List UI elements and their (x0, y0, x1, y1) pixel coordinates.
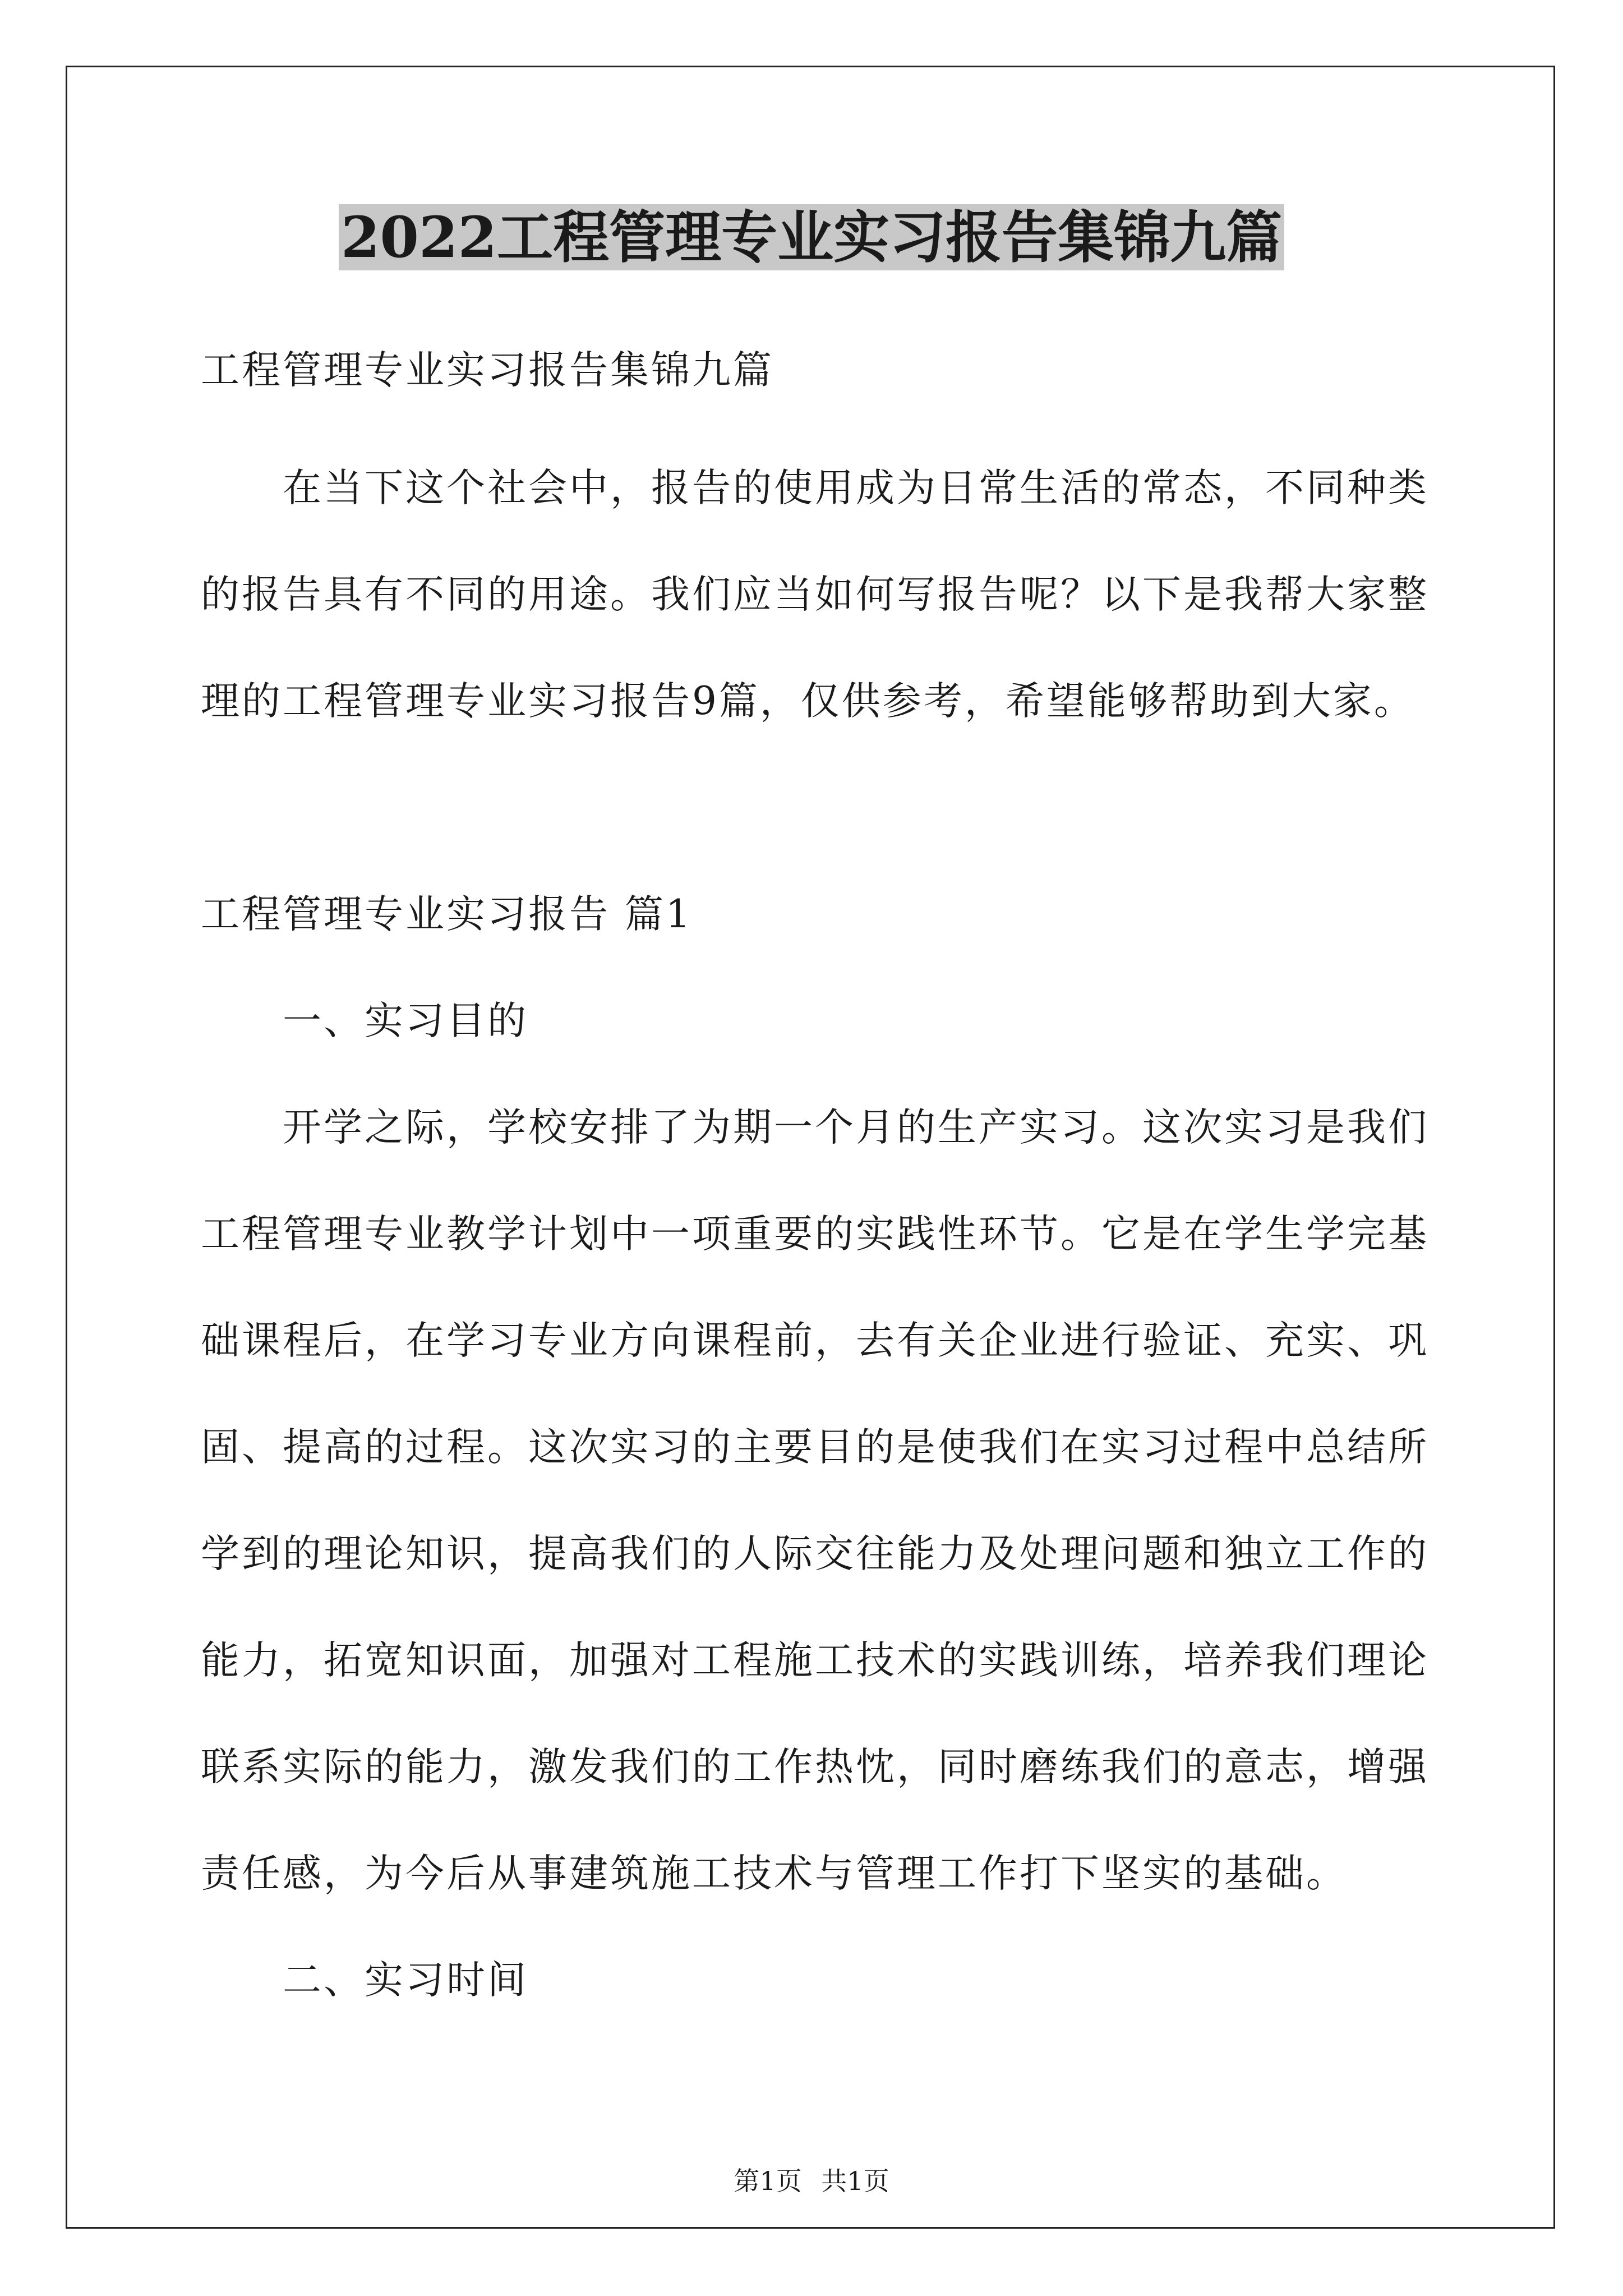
document-title (0, 195, 1623, 279)
page-footer: 第1页 共1页 (734, 2166, 889, 2196)
document-title-text: 2022工程管理专业实习报告集锦九篇 (339, 204, 1284, 270)
intro-paragraph: 在当下这个社会中，报告的使用成为日常生活的常态，不同种类的报告具有不同的用途。我们应当如何写报告呢？以下是我帮大家整理的工程管理专业实习报告9篇，仅供参考，希望能够帮助到大家。 (201, 466, 1429, 724)
section-heading: 工程管理专业实习报告 篇1 (201, 892, 693, 937)
heading-purpose: 一、实习目的 (283, 999, 528, 1043)
heading-time: 二、实习时间 (283, 1958, 528, 2003)
document-subtitle: 工程管理专业实习报告集锦九篇 (201, 348, 774, 393)
purpose-paragraph: 开学之际，学校安排了为期一个月的生产实习。这次实习是我们工程管理专业教学计划中一项重要的实践性环节。它是在学生学完基础课程后，在学习专业方向课程前，去有关企业进行验证、充实、巩固、提高的过程。这次实习的主要目的是使我们在实习过程中总结所学到的理论知识，提高我们的人际交往能力及处理问题和独立工作的能力，拓宽知识面，加强对工程施工技术的实践训练，培养我们理论联系实际的能力，激发我们的工作热忱，同时磨练我们的意志，增强责任感，为今后从事建筑施工技术与管理工作打下坚实的基础。 (201, 1105, 1429, 1896)
